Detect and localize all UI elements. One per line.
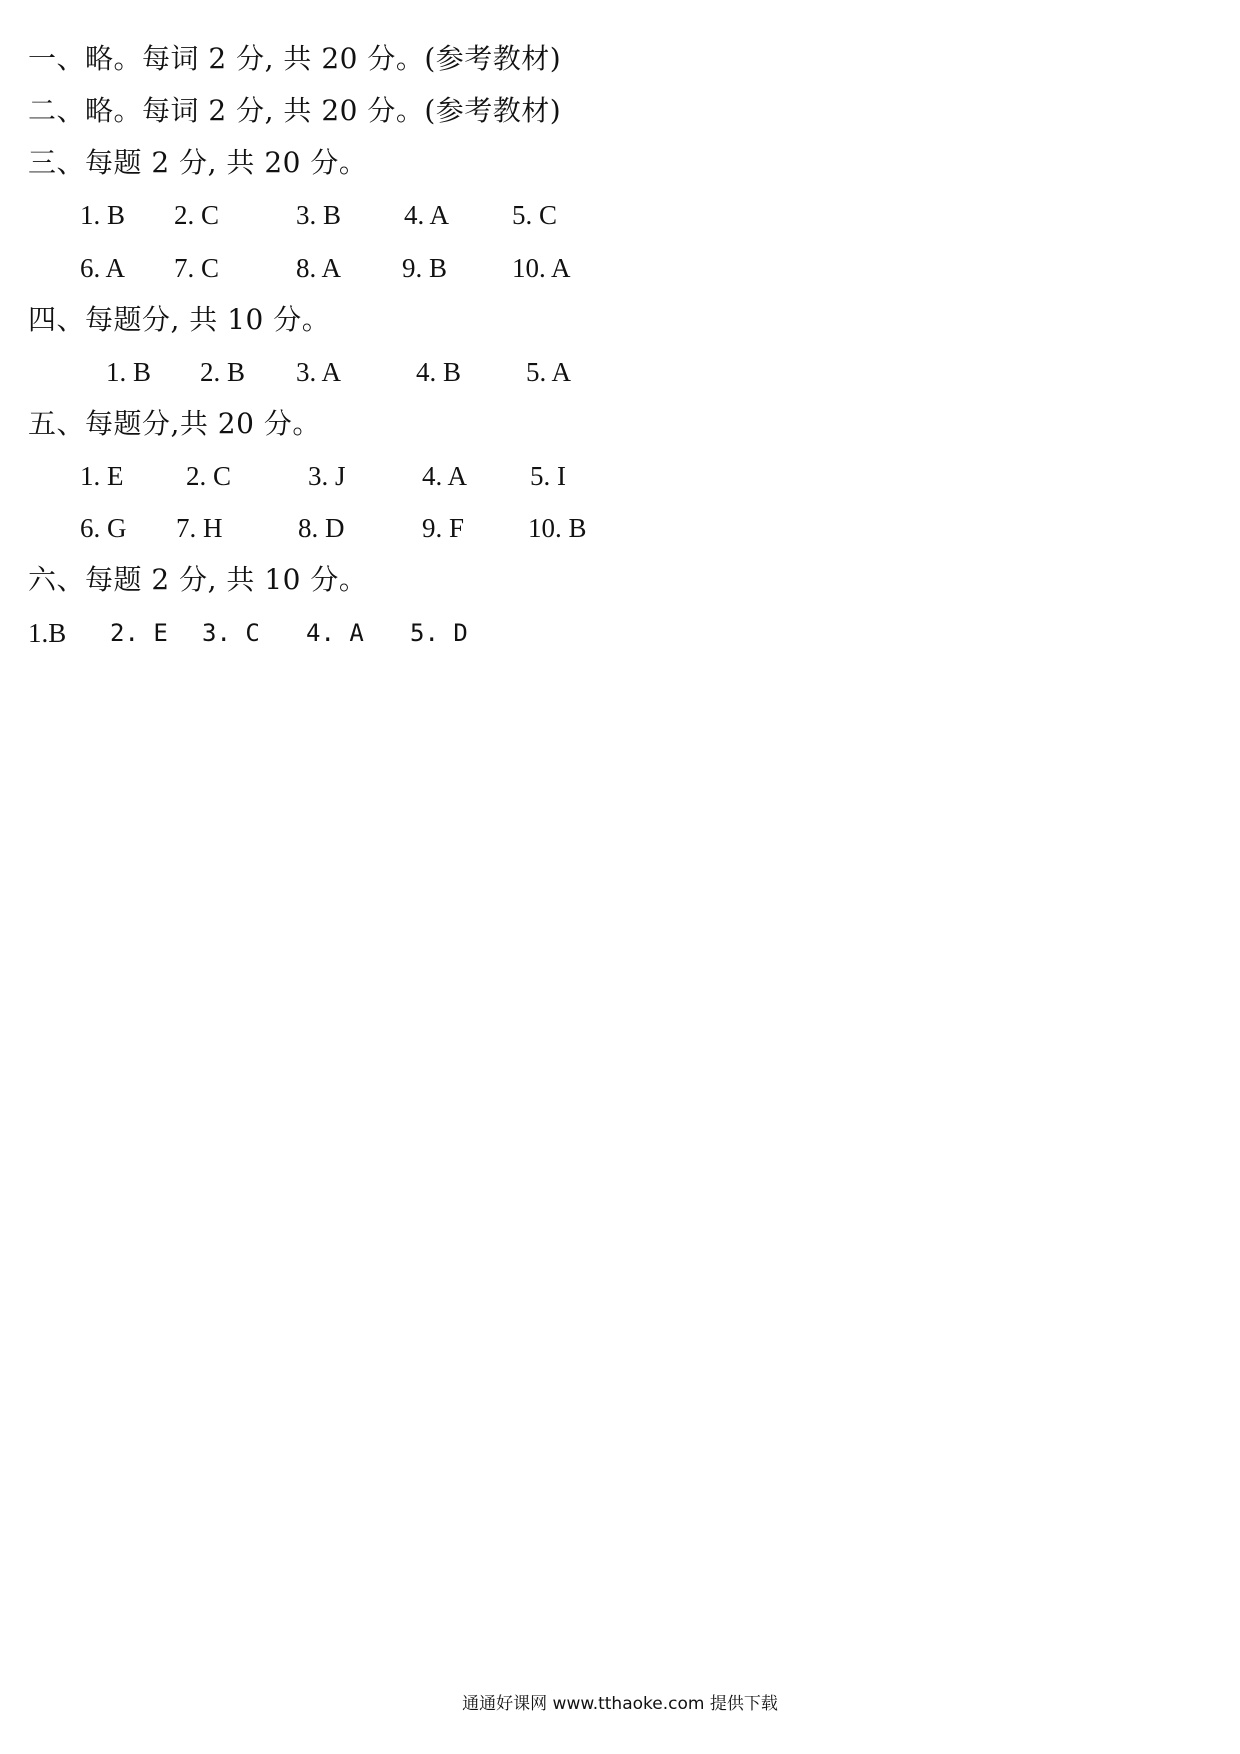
- section-3-answer-9: 9. B: [402, 253, 448, 283]
- section-3-heading: 三、每题 2 分, 共 20 分。: [28, 146, 368, 179]
- section-4-answer-1: 1. B: [106, 357, 152, 387]
- section-4-answer-2: 2. B: [200, 357, 246, 387]
- section-3-answer-1: 1. B: [80, 200, 126, 230]
- section-3-answer-8: 8. A: [296, 253, 342, 283]
- section-5-answer-7: 7. H: [176, 513, 223, 543]
- section-5-heading: 五、每题分,共 20 分。: [28, 407, 321, 440]
- section-5-answer-5: 5. I: [530, 461, 566, 491]
- section-4-heading: 四、每题分, 共 10 分。: [28, 303, 331, 336]
- section-5-answer-4: 4. A: [422, 461, 468, 491]
- section-5-answer-3: 3. J: [308, 461, 346, 491]
- section-5-answer-8: 8. D: [298, 513, 345, 543]
- section-5-answer-2: 2. C: [186, 461, 232, 491]
- section-6-answer-5: 5. D: [410, 619, 468, 647]
- section-4-answer-4: 4. B: [416, 357, 462, 387]
- section-5-answer-1: 1. E: [80, 461, 124, 491]
- section-5-answer-9: 9. F: [422, 513, 465, 543]
- section-5-answer-10: 10. B: [528, 513, 587, 543]
- section-6-answer-3: 3. C: [202, 619, 260, 647]
- section-5-answer-6: 6. G: [80, 513, 127, 543]
- section-6-heading: 六、每题 2 分, 共 10 分。: [28, 563, 368, 596]
- section-3-answer-4: 4. A: [404, 200, 450, 230]
- section-3-answer-2: 2. C: [174, 200, 220, 230]
- section-6-answer-2: 2. E: [110, 619, 168, 647]
- section-2-heading: 二、略。每词 2 分, 共 20 分。(参考教材): [28, 94, 562, 127]
- footer-download-note: 通通好课网 www.tthaoke.com 提供下载: [462, 1694, 778, 1714]
- section-4-answer-5: 5. A: [526, 357, 572, 387]
- section-6-answer-4: 4. A: [306, 619, 364, 647]
- section-3-answer-7: 7. C: [174, 253, 220, 283]
- section-4-answer-3: 3. A: [296, 357, 342, 387]
- section-3-answer-6: 6. A: [80, 253, 126, 283]
- section-6-answer-1: 1.B: [28, 618, 67, 648]
- section-3-answer-3: 3. B: [296, 200, 342, 230]
- section-3-answer-10: 10. A: [512, 253, 571, 283]
- section-1-heading: 一、略。每词 2 分, 共 20 分。(参考教材): [28, 42, 562, 75]
- section-3-answer-5: 5. C: [512, 200, 558, 230]
